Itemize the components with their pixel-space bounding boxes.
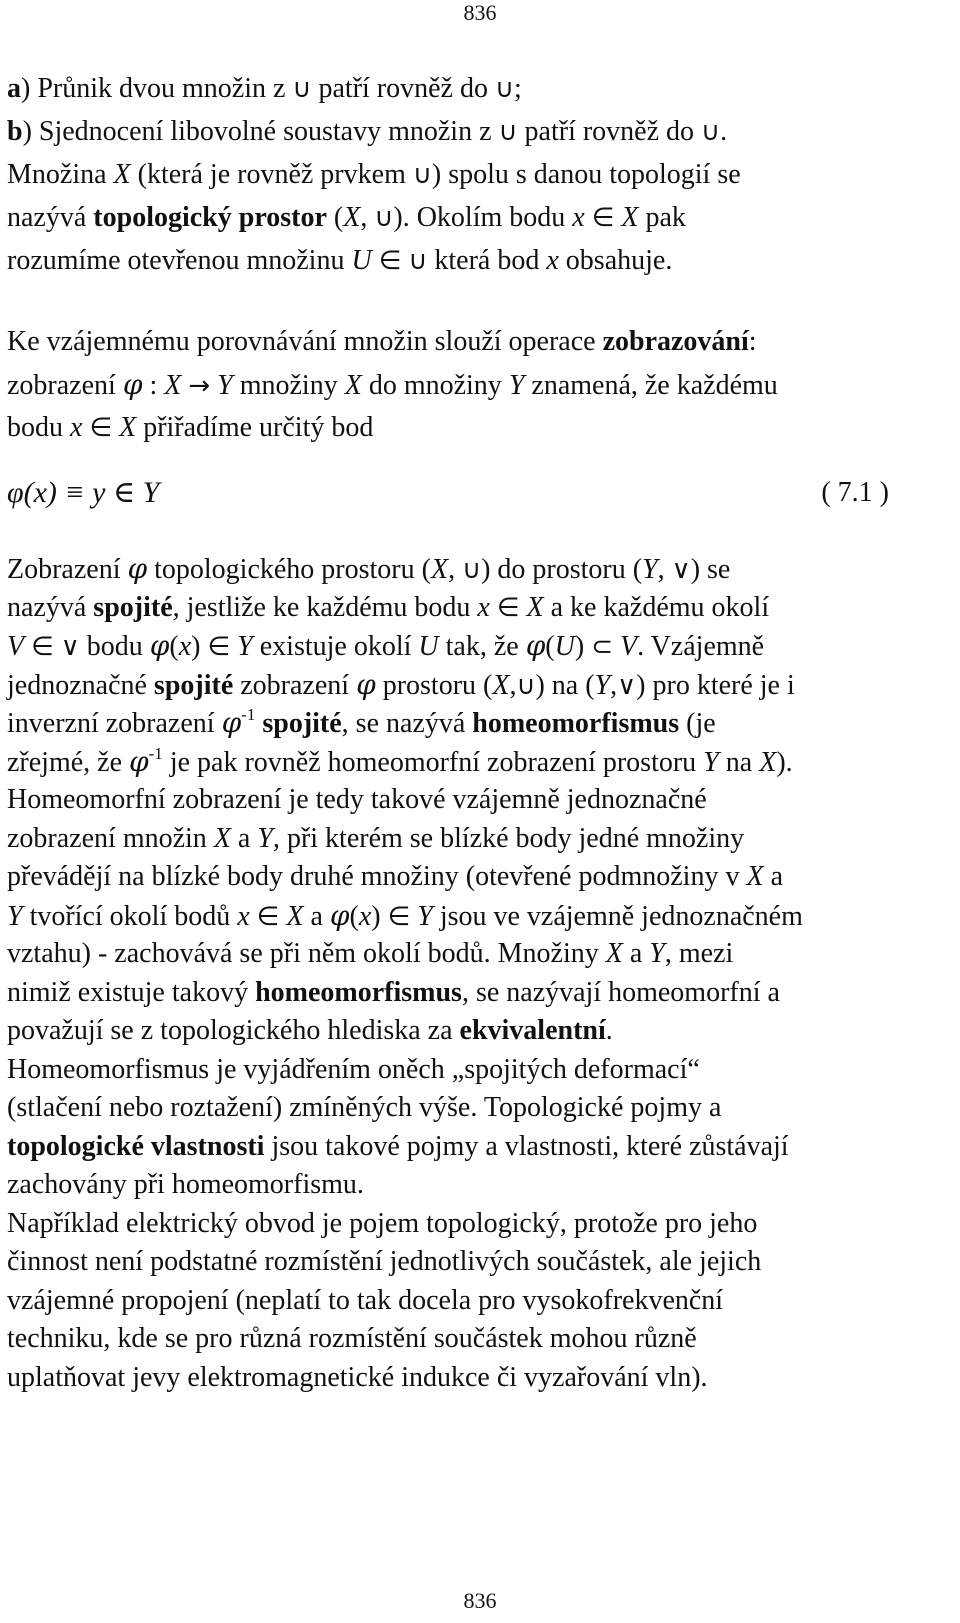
text-line: Množina X (která je rovněž prvkem ∪) spolu s danou topologií se	[7, 159, 741, 190]
text-line: vzájemné propojení (neplatí to tak docela pro vysokofrekvenční	[7, 1284, 724, 1316]
page-number-top: 836	[463, 0, 497, 25]
text-line: Homeomorfismus je vyjádřením oněch „spojitých deformací“	[7, 1053, 700, 1085]
text-line: uplatňovat jevy elektromagnetické indukce či vyzařování vln).	[7, 1361, 708, 1393]
text-line: topologické vlastnosti jsou takové pojmy a vlastnosti, které zůstávají	[7, 1130, 789, 1162]
text-line: nazývá spojité, jestliže ke každému bodu x ∈ X a ke každému okolí	[7, 591, 770, 623]
text-line: Například elektrický obvod je pojem topologický, protože pro jeho	[7, 1207, 758, 1239]
text-line: považují se z topologického hlediska za ekvivalentní.	[7, 1015, 613, 1046]
text-line: vztahu) - zachovává se při něm okolí bodů. Množiny X a Y, mezi	[7, 938, 734, 969]
page-number-bottom: 836	[463, 1588, 497, 1613]
text-line: převádějí na blízké body druhé množiny (otevřené podmnožiny v X a	[7, 861, 783, 892]
text-line: a) Průnik dvou množin z ∪ patří rovněž do ∪;	[7, 73, 522, 104]
text-line: inverzní zobrazení $\varphi^{-1}$ spojité, se nazývá homeomorfismus (je	[7, 705, 716, 739]
text-line: b) Sjednocení libovolné soustavy množin z ∪ patří rovněž do ∪.	[7, 116, 728, 147]
text-line: V ∈ ∨ bodu φ(x) ∈ Y existuje okolí U tak, že φ(U) ⊂ V. Vzájemně	[7, 629, 765, 662]
text-line: zobrazení množin X a Y, při kterém se blízké body jedné množiny	[7, 822, 745, 854]
text-line: bodu x ∈ X přiřadíme určitý bod	[7, 412, 374, 443]
text-line: jednoznačné spojité zobrazení φ prostoru (X,∪) na (Y,∨) pro které je i	[7, 667, 795, 701]
mapping-definition-block	[7, 320, 953, 449]
equation-7-1	[7, 475, 953, 525]
text-line: Homeomorfní zobrazení je tedy takové vzájemně jednoznačné	[7, 784, 707, 815]
equation-number: ( 7.1 )	[821, 477, 889, 508]
topology-definition-block	[7, 67, 953, 282]
text-line: techniku, kde se pro různá rozmístění součástek mohou různě	[7, 1323, 697, 1354]
text-line: (stlačení nebo roztažení) zmíněných výše. Topologické pojmy a	[7, 1092, 722, 1123]
text-line: činnost není podstatné rozmístění jednotlivých součástek, ale jejich	[7, 1246, 762, 1277]
text-line: zřejmé, že $\varphi^{-1}$ je pak rovněž homeomorfní zobrazení prostoru Y na X).	[7, 743, 793, 778]
text-line: zobrazení φ : X → Y množiny X do množiny Y znamená, že každému	[7, 368, 778, 401]
homeomorphism-block	[7, 550, 953, 1397]
text-line: Zobrazení φ topologického prostoru (X, ∪) do prostoru (Y, ∨) se	[7, 552, 731, 585]
text-line: nazývá topologický prostor (X, ∪). Okolím bodu x ∈ X pak	[7, 202, 686, 233]
equation-formula: φ(x) ≡ y ∈ Y	[7, 476, 160, 509]
text-line: zachovány při homeomorfismu.	[7, 1169, 364, 1200]
text-line: Ke vzájemnému porovnávání množin slouží operace zobrazování:	[7, 326, 757, 357]
text-line: Y tvořící okolí bodů x ∈ X a φ(x) ∈ Y jsou ve vzájemně jednoznačném	[7, 898, 803, 932]
text-line: nimiž existuje takový homeomorfismus, se nazývají homeomorfní a	[7, 976, 780, 1008]
text-line: rozumíme otevřenou množinu U ∈ ∪ která bod x obsahuje.	[7, 245, 673, 276]
